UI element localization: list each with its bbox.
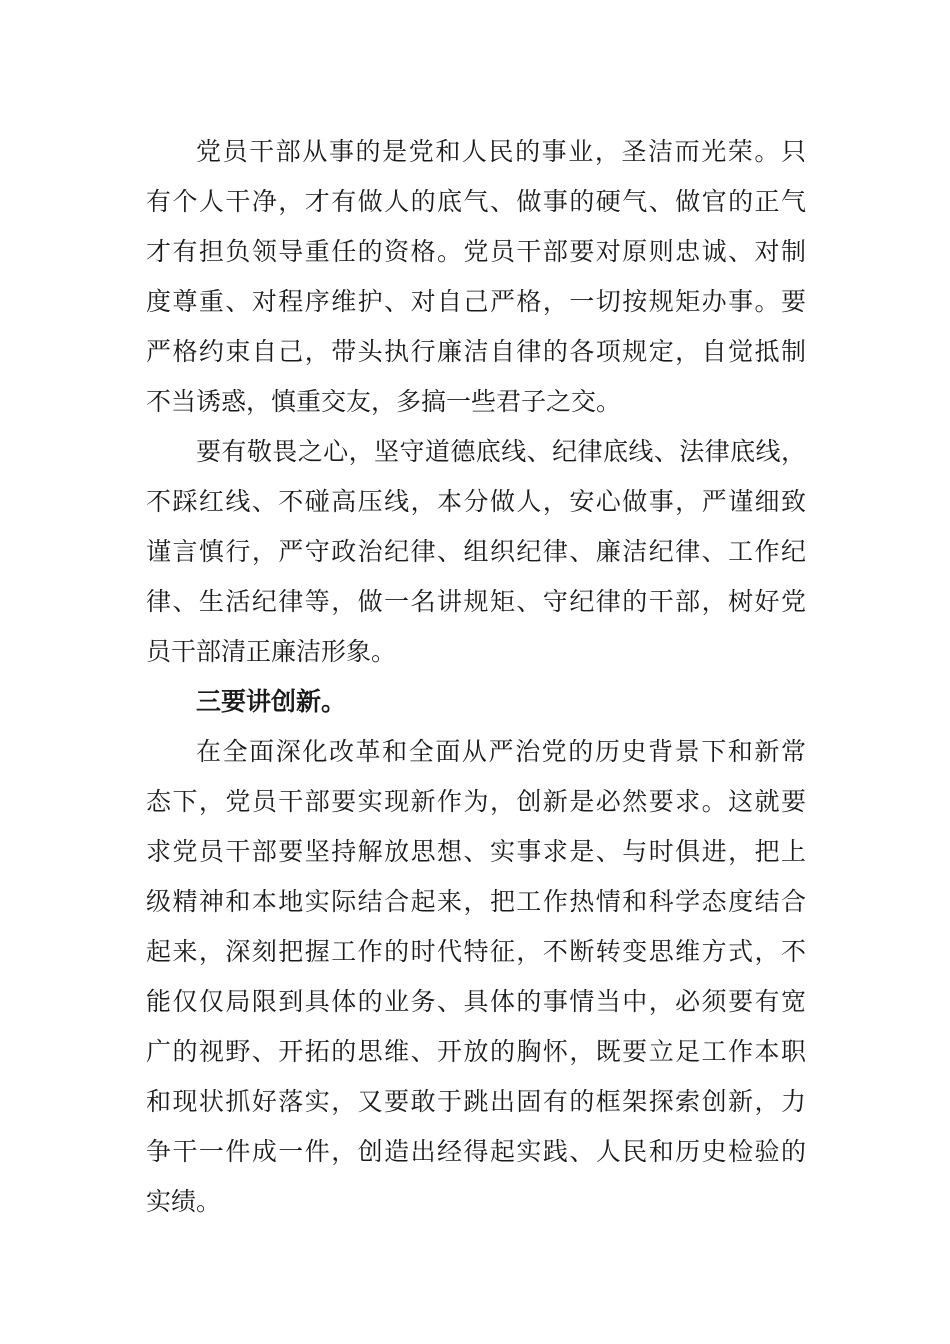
text-line: 有个人干净，才有做人的底气、做事的硬气、做官的正气 xyxy=(146,187,806,216)
text-line: 求党员干部要坚持解放思想、实事求是、与时俱进，把上 xyxy=(146,837,806,866)
text-line: 能仅仅局限到具体的业务、具体的事情当中，必须要有宽 xyxy=(146,987,806,1016)
text-line: 员干部清正廉洁形象。 xyxy=(146,637,397,666)
text-line: 不踩红线、不碰高压线，本分做人，安心做事，严谨细致 xyxy=(146,487,806,516)
text-line: 争干一件成一件，创造出经得起实践、人民和历史检验的 xyxy=(146,1137,806,1166)
text-line: 不当诱惑，慎重交友，多搞一些君子之交。 xyxy=(146,387,622,416)
text-line: 广的视野、开拓的思维、开放的胸怀，既要立足工作本职 xyxy=(146,1037,806,1066)
text-line: 度尊重、对程序维护、对自己严格，一切按规矩办事。要 xyxy=(146,287,806,316)
text-line: 实绩。 xyxy=(146,1187,222,1216)
text-line: 态下，党员干部要实现新作为，创新是必然要求。这就要 xyxy=(146,787,806,816)
text-line: 级精神和本地实际结合起来，把工作热情和科学态度结合 xyxy=(146,887,806,916)
text-line: 谨言慎行，严守政治纪律、组织纪律、廉洁纪律、工作纪 xyxy=(146,537,806,566)
text-line: 在全面深化改革和全面从严治党的历史背景下和新常 xyxy=(196,737,806,766)
text-line: 和现状抓好落实，又要敢于跳出固有的框架探索创新，力 xyxy=(146,1087,806,1116)
text-line: 才有担负领导重任的资格。党员干部要对原则忠诚、对制 xyxy=(146,237,806,266)
section-heading: 三要讲创新。 xyxy=(196,687,347,716)
text-line: 起来，深刻把握工作的时代特征，不断转变思维方式，不 xyxy=(146,937,806,966)
text-line: 严格约束自己，带头执行廉洁自律的各项规定，自觉抵制 xyxy=(146,337,806,366)
text-line: 要有敬畏之心，坚守道德底线、纪律底线、法律底线， xyxy=(196,437,806,466)
text-line: 律、生活纪律等，做一名讲规矩、守纪律的干部，树好党 xyxy=(146,587,806,616)
text-line: 党员干部从事的是党和人民的事业，圣洁而光荣。只 xyxy=(196,137,806,166)
